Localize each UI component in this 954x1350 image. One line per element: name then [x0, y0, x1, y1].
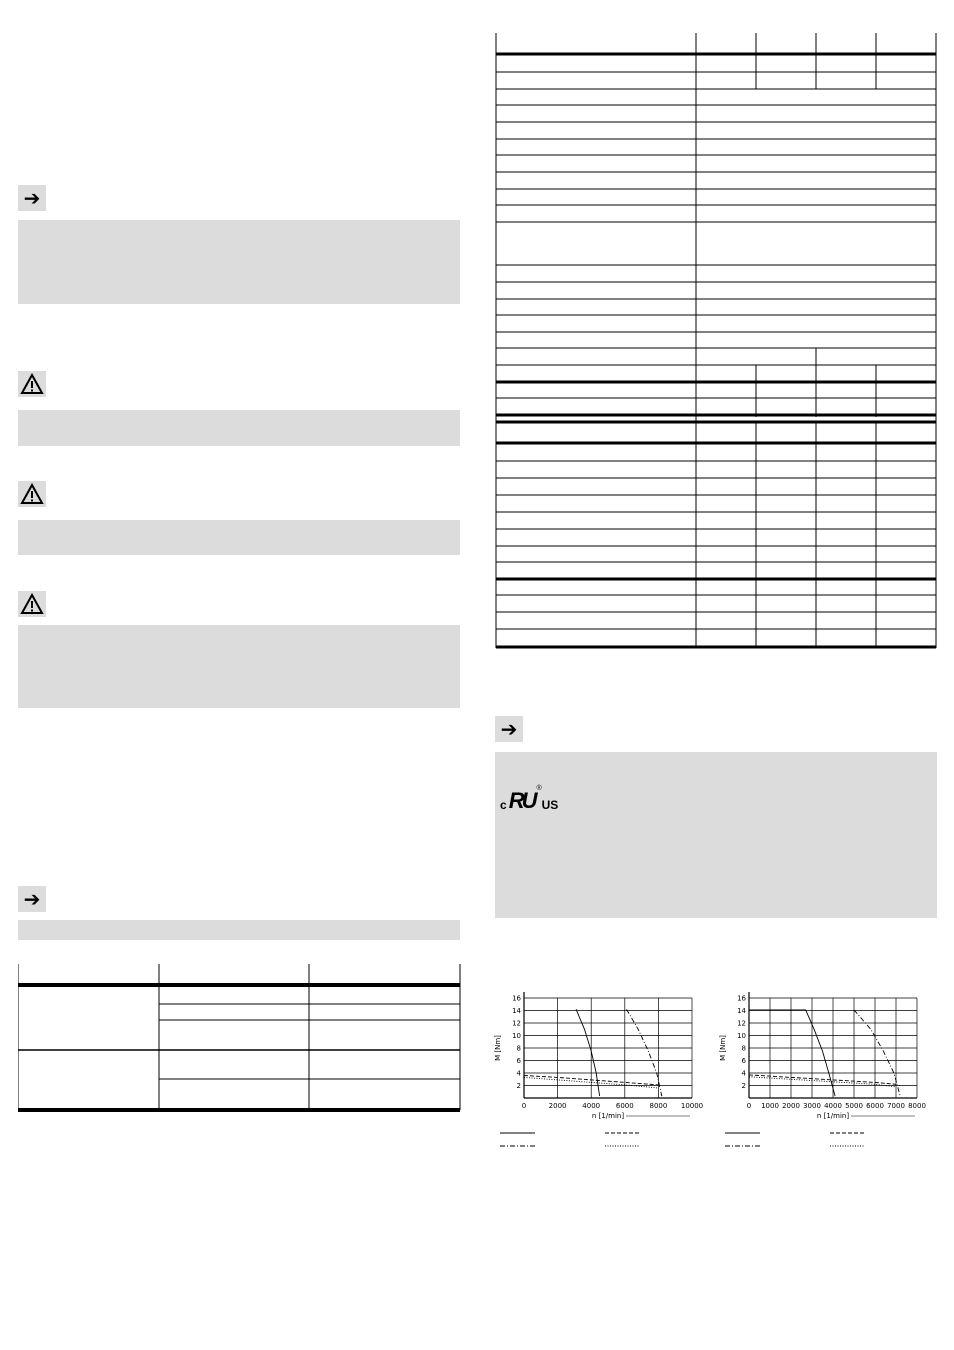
specs-table	[495, 33, 938, 653]
cert-mark-us: US	[541, 798, 559, 812]
left-chart-y-tick: 6	[516, 1057, 521, 1065]
left-chart-x-tick: 0	[521, 1102, 527, 1110]
warning-box-3	[18, 625, 460, 708]
right-chart-series-dashed	[749, 1075, 896, 1084]
torque-chart-left	[490, 988, 705, 1153]
left-chart-y-tick: 14	[512, 1007, 521, 1015]
right-chart-x-tick: 8000	[908, 1102, 926, 1110]
left-chart-y-tick: 16	[512, 994, 521, 1003]
torque-chart-right	[715, 988, 930, 1153]
left-chart-x-label: n [1/min]	[591, 1112, 625, 1120]
cert-mark-c: c	[500, 798, 507, 812]
right-chart-y-tick: 12	[737, 1019, 746, 1028]
left-chart-y-tick: 4	[516, 1069, 521, 1078]
cert-note-box	[495, 752, 937, 918]
right-chart-y-tick: 6	[741, 1057, 746, 1065]
left-table	[18, 964, 461, 1114]
left-chart-x-tick: 8000	[649, 1102, 668, 1110]
right-chart-y-tick: 10	[737, 1032, 746, 1040]
warning-icon-tab-3	[18, 591, 46, 617]
note-icon-tab-2	[18, 886, 46, 912]
right-chart-x-tick: 0	[746, 1102, 752, 1110]
right-chart-x-tick: 4000	[824, 1102, 842, 1110]
arrow-right-icon: ➔	[23, 186, 41, 210]
note-box	[18, 220, 460, 304]
right-chart-y-label: M [Nm]	[719, 1035, 727, 1061]
left-chart-x-tick: 2000	[548, 1102, 567, 1110]
right-chart-x-tick: 1000	[761, 1102, 779, 1110]
warning-box-2	[18, 520, 460, 555]
arrow-right-icon: ➔	[23, 887, 41, 911]
right-chart-y-tick: 2	[741, 1082, 746, 1090]
right-chart-y-tick: 8	[741, 1044, 746, 1053]
right-chart-x-tick: 5000	[845, 1102, 863, 1110]
right-chart-y-tick: 4	[741, 1069, 746, 1078]
warning-box-1	[18, 410, 460, 446]
ul-cert-mark	[500, 785, 559, 813]
note-icon-tab	[18, 185, 46, 211]
left-chart-y-tick: 10	[512, 1032, 521, 1040]
warning-triangle-icon	[20, 483, 44, 505]
cert-mark-logo: RU	[508, 788, 535, 813]
left-chart-y-tick: 12	[512, 1019, 521, 1028]
right-chart-y-tick: 14	[737, 1007, 746, 1015]
left-chart-y-label: M [Nm]	[494, 1035, 502, 1061]
left-chart-x-tick: 4000	[582, 1102, 601, 1110]
right-chart-x-label: n [1/min]	[816, 1112, 850, 1120]
warning-icon-tab-2	[18, 481, 46, 507]
warning-triangle-icon	[20, 373, 44, 395]
right-chart-y-tick: 16	[737, 994, 746, 1003]
cert-mark-registered: ®	[536, 785, 542, 792]
warning-triangle-icon	[20, 593, 44, 615]
right-chart-x-tick: 2000	[782, 1102, 800, 1110]
warning-icon-tab-1	[18, 371, 46, 397]
left-chart-series-solid	[576, 1009, 600, 1096]
left-chart-x-tick: 10000	[680, 1102, 704, 1110]
arrow-right-icon: ➔	[500, 717, 518, 741]
left-chart-y-tick: 2	[516, 1082, 521, 1090]
note-icon-tab-3	[495, 716, 523, 742]
right-chart-x-tick: 6000	[866, 1102, 884, 1110]
right-chart-x-tick: 7000	[887, 1102, 905, 1110]
note-box-2	[18, 920, 460, 940]
left-chart-y-tick: 8	[516, 1044, 521, 1053]
left-chart-x-tick: 6000	[615, 1102, 634, 1110]
right-chart-x-tick: 3000	[803, 1102, 821, 1110]
